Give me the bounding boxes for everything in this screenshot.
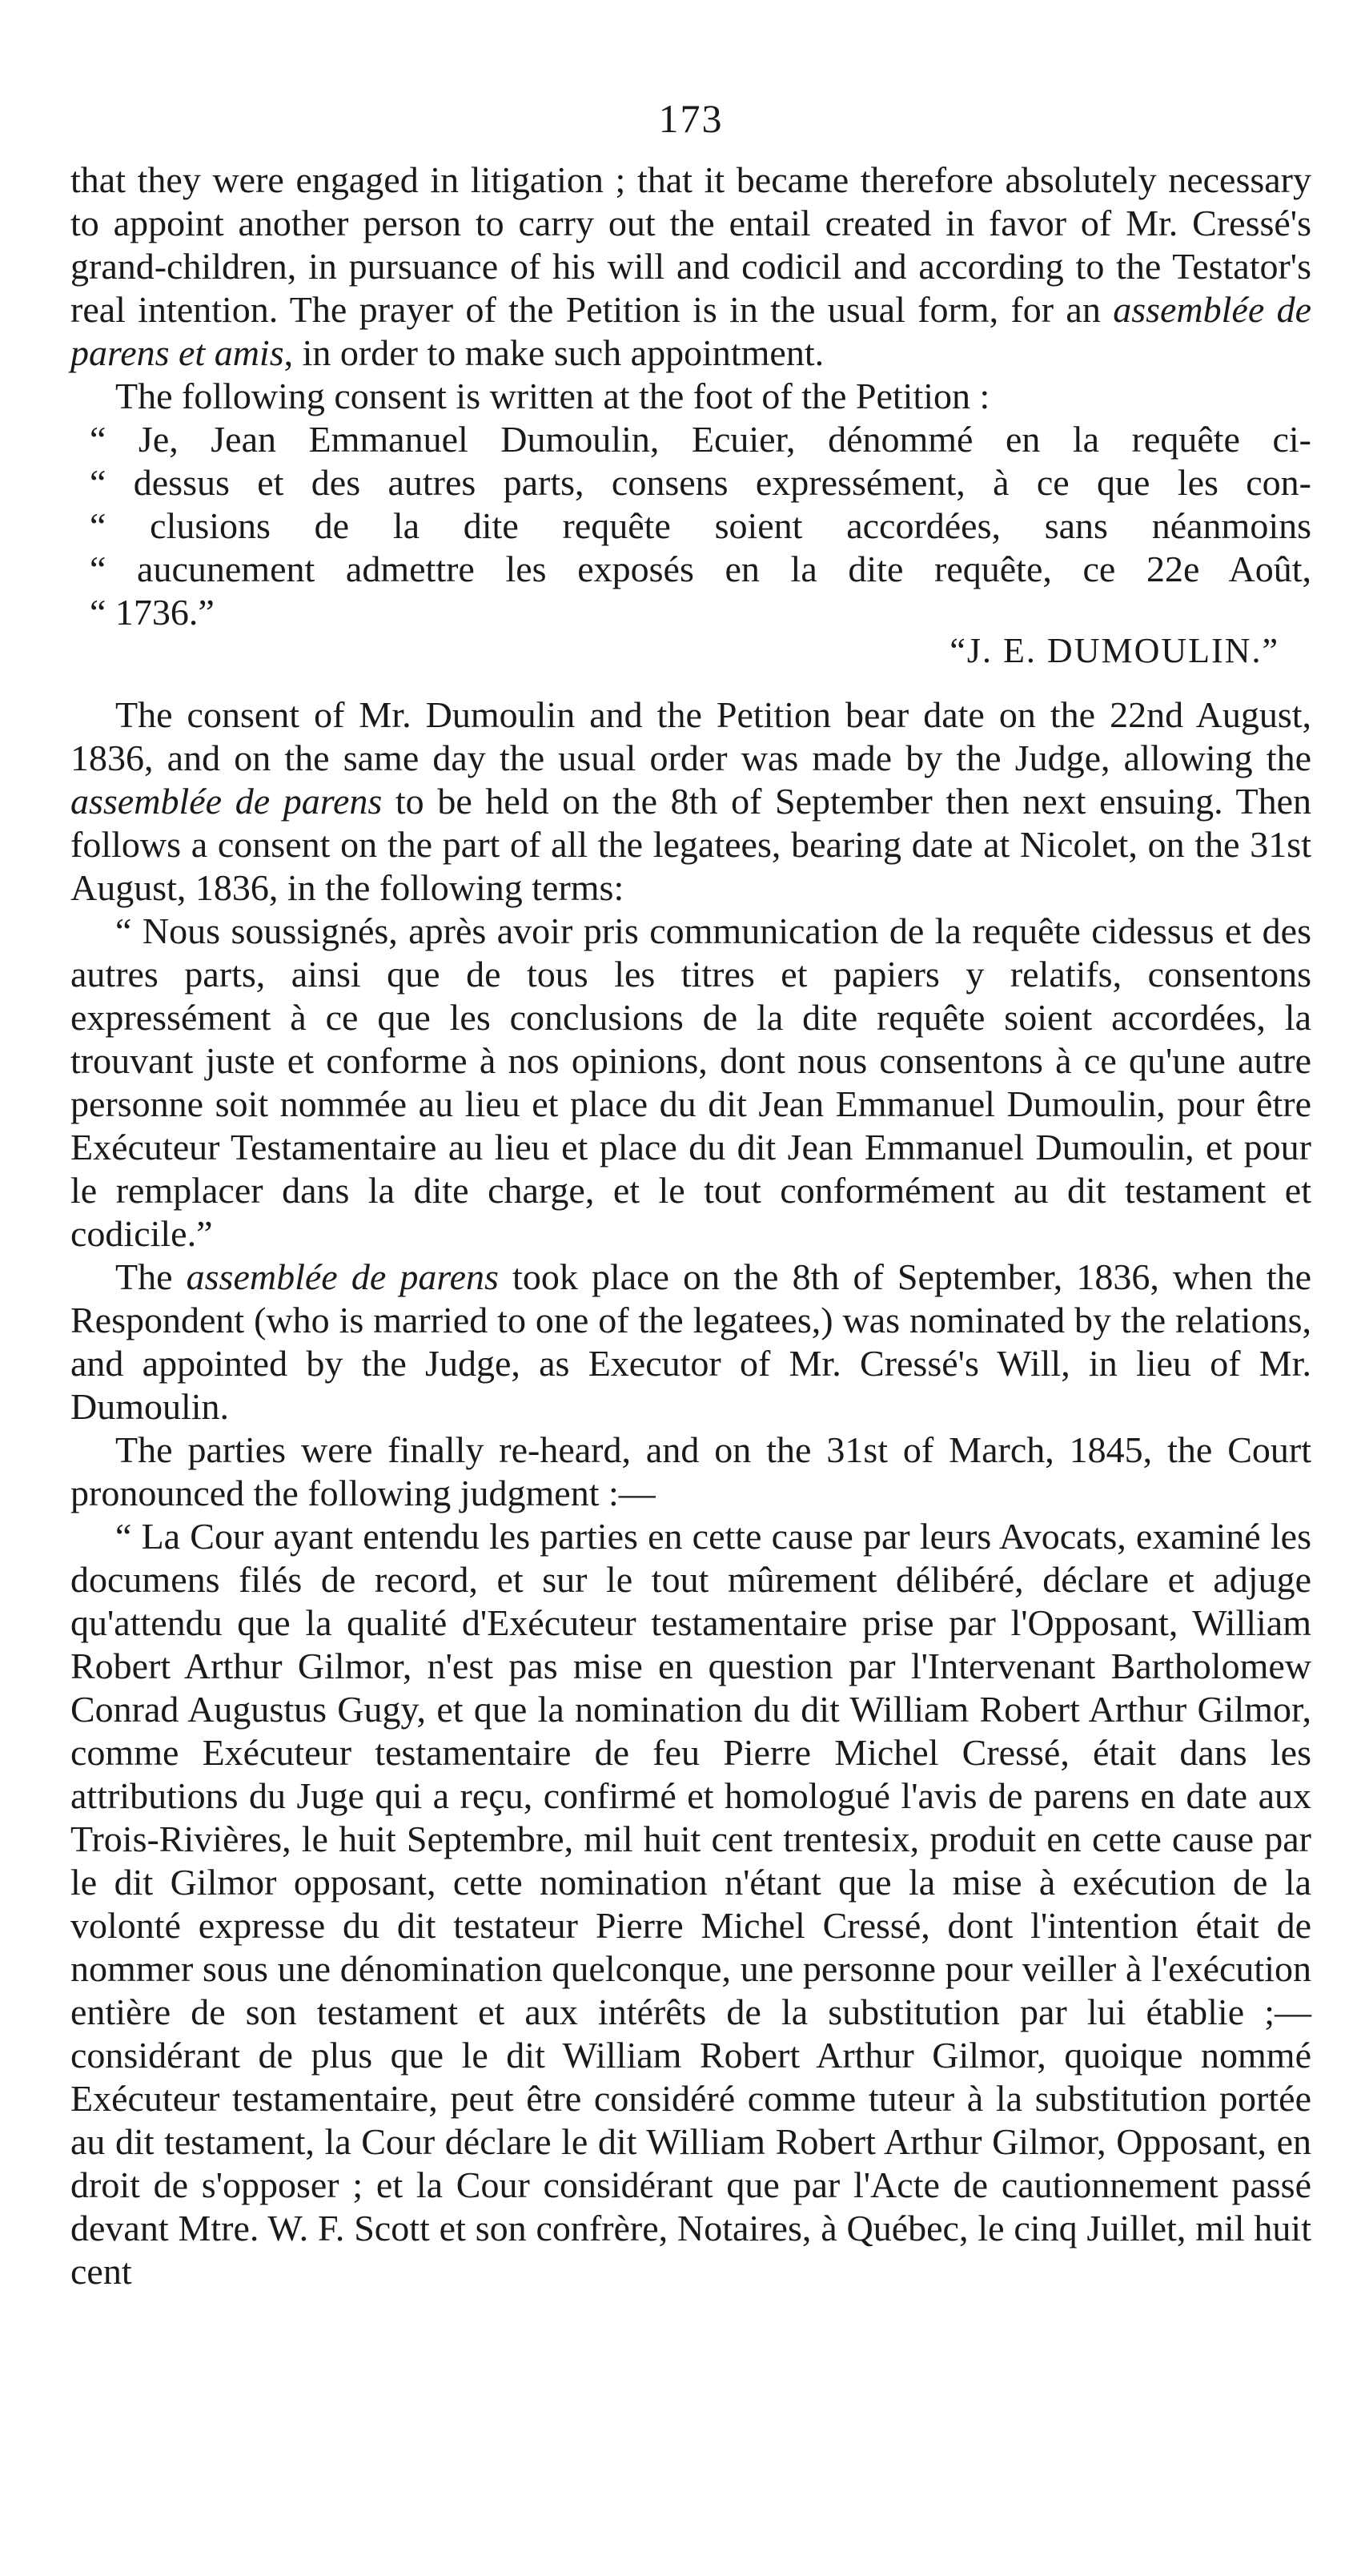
quote-line: “ aucunement admettre les exposés en la dite requête, ce 22e Août, bbox=[90, 549, 1311, 589]
quote-line: “ Je, Jean Emmanuel Dumoulin, Ecuier, dénommé en la requête ci- bbox=[90, 419, 1311, 460]
paragraph-assemblee-held bbox=[70, 1256, 1311, 1429]
italic-assemblee-de-parens-et-amis: assemblée de parens et amis bbox=[70, 289, 1311, 373]
quote-court-judgment: “ La Cour ayant entendu les parties en cette cause par leurs Avocats, examiné les documens filés de record, et sur le tout mûrement délibéré, déclare et adjuge qu'attendu que la qualité d'Exécuteur testamentaire prise par l'Opposant, William Robert Arthur Gilmor, n'est pas mise en question par l'Intervenant Bartholomew Conrad Augustus Gugy, et que la nomination du dit William Robert Arthur Gilmor, comme Exécuteur testamentaire de feu Pierre Michel Cressé, était dans les attributions du Juge qui a reçu, confirmé et homologué l'avis de parens en date aux Trois-Rivières, le huit Septembre, mil huit cent trentesix, produit en cette cause par le dit Gilmor opposant, cette nomination n'étant que la mise à exécution de la volonté expresse du dit testateur Pierre Michel Cressé, dont l'intention était de nommer sous une dénomination quelconque, une personne pour veiller à l'exécution entière de son testament et aux intérêts de la substitution par lui établie ;— considérant de plus que le dit William Robert Arthur Gilmor, quoique nommé Exécuteur testamentaire, peut être considéré comme tuteur à la substitution portée au dit testament, la Cour déclare le dit William Robert Arthur Gilmor, Opposant, en droit de s'opposer ; et la Cour considérant que par l'Acte de cautionnement passé devant Mtre. W. F. Scott et son confrère, Notaires, à Québec, le cinq Juillet, mil huit cent bbox=[70, 1516, 1311, 2292]
quote-line: “ clusions de la dite requête soient accordées, sans néanmoins bbox=[90, 505, 1311, 546]
paragraph-litigation-text-a: that they were engaged in litigation ; that it became therefore absolutely necessary to appoint another person to carry out the entail created in favor of Mr. Cressé's grand-children, in pursuance of his will and codicil and according to the Testator's real intention. The prayer of the Petition is in the usual form, for an bbox=[70, 159, 1311, 330]
paragraph-litigation bbox=[70, 159, 1311, 375]
quote-dumoulin-consent bbox=[70, 418, 1311, 634]
quote-line: “ dessus et des autres parts, consens expressément, à ce que les con- bbox=[90, 462, 1311, 503]
quote-line: “ 1736.” bbox=[90, 592, 215, 633]
signature-dumoulin: “J. E. DUMOULIN.” bbox=[949, 631, 1279, 670]
paragraph-judgment-intro: The parties were finally re-heard, and on the 31st of March, 1845, the Court pronounced the following judgment :— bbox=[70, 1429, 1311, 1513]
quote-legatees-consent: “ Nous soussignés, après avoir pris communication de la requête cidessus et des autres parts, ainsi que de tous les titres et papiers y relatifs, consentons expressément à ce que les conclusions de la dite requête soient accordées, la trouvant juste et conforme à nos opinions, dont nous consentons à ce qu'une autre personne soit nommée au lieu et place du dit Jean Emmanuel Dumoulin, pour être Exécuteur Testamentaire au lieu et place du dit Jean Emmanuel Dumoulin, et pour le remplacer dans la dite charge, et le tout conformément au dit testament et codicile.” bbox=[70, 910, 1311, 1254]
paragraph-assemblee-held-text-a: The bbox=[115, 1256, 187, 1297]
italic-assemblee-de-parens: assemblée de parens bbox=[70, 781, 383, 822]
paragraph-consent-date-text-a: The consent of Mr. Dumoulin and the Petition bear date on the 22nd August, 1836, and on the same day the usual order was made by the Judge, allowing the bbox=[70, 694, 1311, 778]
page-number: 173 bbox=[658, 96, 724, 141]
paragraph-consent-intro: The following consent is written at the foot of the Petition : bbox=[115, 376, 990, 416]
paragraph-litigation-text-b: , in order to make such appointment. bbox=[283, 332, 825, 373]
paragraph-consent-date bbox=[70, 693, 1311, 910]
italic-assemblee-de-parens-2: assemblée de parens bbox=[186, 1256, 499, 1297]
paragraph-assemblee-held-text-b: took place on the 8th of September, 1836, when the Respondent (who is married to one of the legatees,) was nominated by the relations, and appointed by the Judge, as Executor of Mr. Cressé's Will, in lieu of Mr. Dumoulin. bbox=[70, 1256, 1312, 1427]
paragraph-consent-date-text-b: to be held on the 8th of September then next ensuing. Then follows a consent on the part of all the legatees, bearing date at Nicolet, on the 31st August, 1836, in the following terms: bbox=[70, 781, 1311, 908]
